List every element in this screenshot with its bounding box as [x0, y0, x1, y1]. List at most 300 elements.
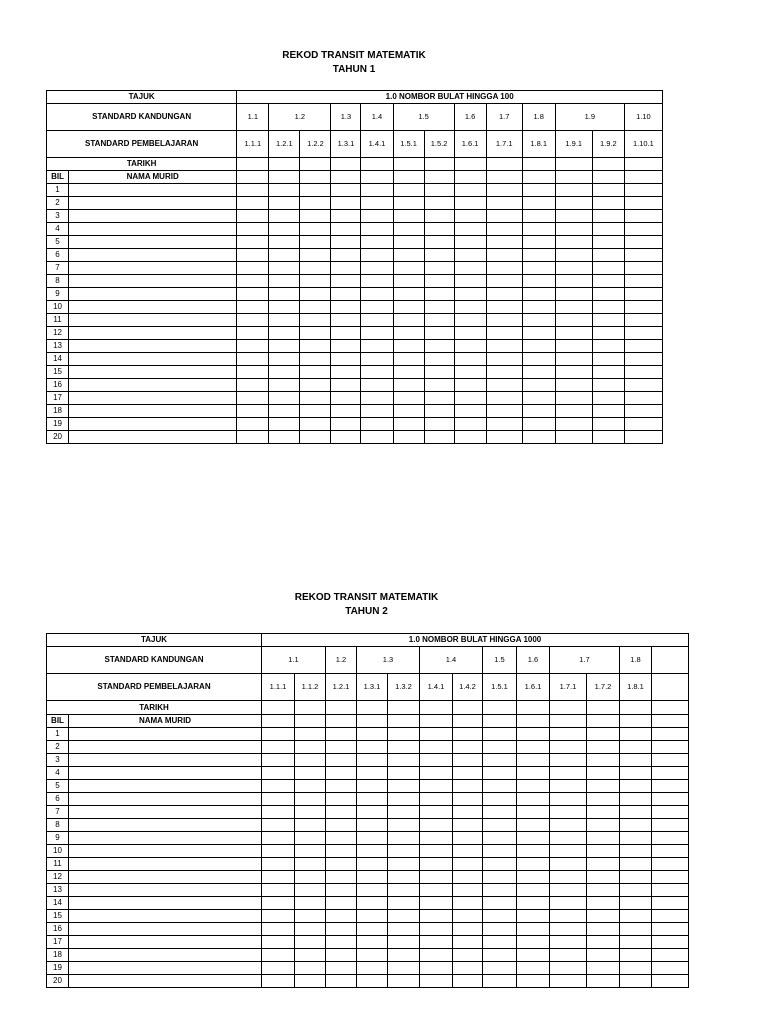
mark-cell[interactable]: [453, 936, 483, 949]
mark-cell[interactable]: [592, 301, 624, 314]
mark-cell[interactable]: [393, 262, 424, 275]
mark-cell[interactable]: [652, 806, 689, 819]
mark-cell[interactable]: [453, 806, 483, 819]
mark-cell[interactable]: [393, 379, 424, 392]
mark-cell[interactable]: [587, 806, 620, 819]
mark-cell[interactable]: [269, 197, 300, 210]
mark-cell[interactable]: [550, 715, 587, 728]
mark-cell[interactable]: [652, 936, 689, 949]
date-cell[interactable]: [483, 701, 517, 715]
mark-cell[interactable]: [652, 780, 689, 793]
mark-cell[interactable]: [517, 936, 550, 949]
mark-cell[interactable]: [453, 962, 483, 975]
mark-cell[interactable]: [592, 327, 624, 340]
mark-cell[interactable]: [269, 392, 300, 405]
date-cell[interactable]: [652, 701, 689, 715]
student-name-cell[interactable]: [69, 884, 262, 897]
mark-cell[interactable]: [555, 327, 592, 340]
student-name-cell[interactable]: [69, 249, 237, 262]
mark-cell[interactable]: [420, 793, 453, 806]
mark-cell[interactable]: [483, 819, 517, 832]
mark-cell[interactable]: [393, 236, 424, 249]
mark-cell[interactable]: [300, 340, 331, 353]
date-cell[interactable]: [424, 158, 454, 171]
mark-cell[interactable]: [555, 392, 592, 405]
mark-cell[interactable]: [361, 340, 393, 353]
mark-cell[interactable]: [486, 418, 522, 431]
mark-cell[interactable]: [620, 923, 652, 936]
mark-cell[interactable]: [388, 754, 420, 767]
mark-cell[interactable]: [620, 936, 652, 949]
mark-cell[interactable]: [592, 210, 624, 223]
mark-cell[interactable]: [300, 392, 331, 405]
mark-cell[interactable]: [453, 780, 483, 793]
mark-cell[interactable]: [424, 392, 454, 405]
mark-cell[interactable]: [620, 715, 652, 728]
mark-cell[interactable]: [237, 418, 269, 431]
mark-cell[interactable]: [361, 210, 393, 223]
mark-cell[interactable]: [592, 171, 624, 184]
mark-cell[interactable]: [424, 379, 454, 392]
mark-cell[interactable]: [592, 197, 624, 210]
mark-cell[interactable]: [420, 936, 453, 949]
mark-cell[interactable]: [237, 249, 269, 262]
student-name-cell[interactable]: [69, 366, 237, 379]
mark-cell[interactable]: [326, 728, 357, 741]
mark-cell[interactable]: [326, 975, 357, 988]
student-name-cell[interactable]: [69, 223, 237, 236]
mark-cell[interactable]: [624, 405, 662, 418]
mark-cell[interactable]: [587, 962, 620, 975]
mark-cell[interactable]: [483, 845, 517, 858]
student-name-cell[interactable]: [69, 418, 237, 431]
mark-cell[interactable]: [300, 379, 331, 392]
date-cell[interactable]: [555, 158, 592, 171]
student-name-cell[interactable]: [69, 936, 262, 949]
mark-cell[interactable]: [388, 767, 420, 780]
mark-cell[interactable]: [550, 754, 587, 767]
mark-cell[interactable]: [393, 171, 424, 184]
mark-cell[interactable]: [620, 832, 652, 845]
mark-cell[interactable]: [453, 728, 483, 741]
mark-cell[interactable]: [652, 793, 689, 806]
mark-cell[interactable]: [361, 418, 393, 431]
mark-cell[interactable]: [295, 923, 326, 936]
mark-cell[interactable]: [361, 223, 393, 236]
mark-cell[interactable]: [388, 897, 420, 910]
mark-cell[interactable]: [624, 431, 662, 444]
mark-cell[interactable]: [393, 197, 424, 210]
mark-cell[interactable]: [652, 754, 689, 767]
mark-cell[interactable]: [300, 184, 331, 197]
mark-cell[interactable]: [555, 314, 592, 327]
mark-cell[interactable]: [300, 327, 331, 340]
mark-cell[interactable]: [237, 171, 269, 184]
mark-cell[interactable]: [424, 431, 454, 444]
mark-cell[interactable]: [555, 353, 592, 366]
mark-cell[interactable]: [269, 275, 300, 288]
mark-cell[interactable]: [424, 314, 454, 327]
mark-cell[interactable]: [624, 340, 662, 353]
date-cell[interactable]: [262, 701, 295, 715]
mark-cell[interactable]: [388, 884, 420, 897]
mark-cell[interactable]: [237, 223, 269, 236]
mark-cell[interactable]: [388, 741, 420, 754]
mark-cell[interactable]: [555, 262, 592, 275]
mark-cell[interactable]: [326, 910, 357, 923]
mark-cell[interactable]: [454, 197, 486, 210]
mark-cell[interactable]: [522, 171, 555, 184]
mark-cell[interactable]: [550, 936, 587, 949]
mark-cell[interactable]: [237, 314, 269, 327]
mark-cell[interactable]: [522, 197, 555, 210]
mark-cell[interactable]: [295, 767, 326, 780]
mark-cell[interactable]: [424, 405, 454, 418]
mark-cell[interactable]: [393, 431, 424, 444]
mark-cell[interactable]: [652, 819, 689, 832]
mark-cell[interactable]: [587, 767, 620, 780]
mark-cell[interactable]: [620, 884, 652, 897]
mark-cell[interactable]: [453, 754, 483, 767]
mark-cell[interactable]: [424, 327, 454, 340]
mark-cell[interactable]: [486, 379, 522, 392]
mark-cell[interactable]: [300, 223, 331, 236]
mark-cell[interactable]: [331, 184, 361, 197]
mark-cell[interactable]: [262, 728, 295, 741]
mark-cell[interactable]: [555, 171, 592, 184]
mark-cell[interactable]: [453, 910, 483, 923]
student-name-cell[interactable]: [69, 728, 262, 741]
mark-cell[interactable]: [357, 923, 388, 936]
date-cell[interactable]: [269, 158, 300, 171]
mark-cell[interactable]: [517, 793, 550, 806]
mark-cell[interactable]: [357, 858, 388, 871]
mark-cell[interactable]: [361, 301, 393, 314]
mark-cell[interactable]: [652, 845, 689, 858]
mark-cell[interactable]: [393, 275, 424, 288]
mark-cell[interactable]: [587, 845, 620, 858]
mark-cell[interactable]: [624, 210, 662, 223]
mark-cell[interactable]: [486, 236, 522, 249]
mark-cell[interactable]: [592, 431, 624, 444]
mark-cell[interactable]: [555, 223, 592, 236]
mark-cell[interactable]: [486, 249, 522, 262]
mark-cell[interactable]: [331, 314, 361, 327]
mark-cell[interactable]: [331, 340, 361, 353]
mark-cell[interactable]: [555, 236, 592, 249]
mark-cell[interactable]: [388, 806, 420, 819]
mark-cell[interactable]: [361, 184, 393, 197]
mark-cell[interactable]: [393, 314, 424, 327]
mark-cell[interactable]: [262, 897, 295, 910]
mark-cell[interactable]: [295, 715, 326, 728]
mark-cell[interactable]: [587, 715, 620, 728]
mark-cell[interactable]: [420, 949, 453, 962]
mark-cell[interactable]: [424, 418, 454, 431]
mark-cell[interactable]: [652, 975, 689, 988]
mark-cell[interactable]: [620, 871, 652, 884]
mark-cell[interactable]: [517, 910, 550, 923]
mark-cell[interactable]: [262, 845, 295, 858]
mark-cell[interactable]: [587, 832, 620, 845]
student-name-cell[interactable]: [69, 780, 262, 793]
mark-cell[interactable]: [624, 418, 662, 431]
mark-cell[interactable]: [388, 793, 420, 806]
mark-cell[interactable]: [652, 884, 689, 897]
mark-cell[interactable]: [262, 754, 295, 767]
mark-cell[interactable]: [555, 418, 592, 431]
mark-cell[interactable]: [454, 210, 486, 223]
mark-cell[interactable]: [620, 910, 652, 923]
mark-cell[interactable]: [262, 793, 295, 806]
mark-cell[interactable]: [361, 392, 393, 405]
mark-cell[interactable]: [388, 819, 420, 832]
date-cell[interactable]: [517, 701, 550, 715]
mark-cell[interactable]: [550, 897, 587, 910]
mark-cell[interactable]: [592, 418, 624, 431]
mark-cell[interactable]: [237, 301, 269, 314]
mark-cell[interactable]: [522, 236, 555, 249]
mark-cell[interactable]: [592, 353, 624, 366]
mark-cell[interactable]: [393, 340, 424, 353]
student-name-cell[interactable]: [69, 819, 262, 832]
student-name-cell[interactable]: [69, 871, 262, 884]
mark-cell[interactable]: [300, 353, 331, 366]
mark-cell[interactable]: [652, 741, 689, 754]
mark-cell[interactable]: [388, 715, 420, 728]
mark-cell[interactable]: [388, 832, 420, 845]
student-name-cell[interactable]: [69, 923, 262, 936]
mark-cell[interactable]: [522, 249, 555, 262]
mark-cell[interactable]: [300, 314, 331, 327]
mark-cell[interactable]: [486, 327, 522, 340]
mark-cell[interactable]: [420, 845, 453, 858]
date-cell[interactable]: [592, 158, 624, 171]
mark-cell[interactable]: [483, 910, 517, 923]
mark-cell[interactable]: [592, 223, 624, 236]
mark-cell[interactable]: [517, 884, 550, 897]
mark-cell[interactable]: [361, 327, 393, 340]
mark-cell[interactable]: [357, 936, 388, 949]
mark-cell[interactable]: [587, 871, 620, 884]
mark-cell[interactable]: [517, 975, 550, 988]
mark-cell[interactable]: [620, 975, 652, 988]
mark-cell[interactable]: [522, 262, 555, 275]
date-cell[interactable]: [620, 701, 652, 715]
mark-cell[interactable]: [331, 366, 361, 379]
student-name-cell[interactable]: [69, 314, 237, 327]
mark-cell[interactable]: [269, 223, 300, 236]
mark-cell[interactable]: [424, 223, 454, 236]
date-cell[interactable]: [326, 701, 357, 715]
mark-cell[interactable]: [331, 418, 361, 431]
mark-cell[interactable]: [326, 741, 357, 754]
mark-cell[interactable]: [326, 897, 357, 910]
mark-cell[interactable]: [592, 314, 624, 327]
mark-cell[interactable]: [620, 767, 652, 780]
mark-cell[interactable]: [550, 949, 587, 962]
mark-cell[interactable]: [393, 223, 424, 236]
mark-cell[interactable]: [517, 806, 550, 819]
mark-cell[interactable]: [326, 767, 357, 780]
mark-cell[interactable]: [357, 975, 388, 988]
mark-cell[interactable]: [483, 962, 517, 975]
student-name-cell[interactable]: [69, 301, 237, 314]
mark-cell[interactable]: [300, 366, 331, 379]
mark-cell[interactable]: [326, 715, 357, 728]
mark-cell[interactable]: [486, 288, 522, 301]
mark-cell[interactable]: [331, 236, 361, 249]
mark-cell[interactable]: [262, 806, 295, 819]
mark-cell[interactable]: [483, 806, 517, 819]
mark-cell[interactable]: [454, 392, 486, 405]
mark-cell[interactable]: [420, 975, 453, 988]
mark-cell[interactable]: [522, 210, 555, 223]
student-name-cell[interactable]: [69, 197, 237, 210]
mark-cell[interactable]: [262, 936, 295, 949]
mark-cell[interactable]: [269, 366, 300, 379]
mark-cell[interactable]: [555, 288, 592, 301]
mark-cell[interactable]: [454, 405, 486, 418]
mark-cell[interactable]: [300, 210, 331, 223]
mark-cell[interactable]: [550, 728, 587, 741]
mark-cell[interactable]: [652, 897, 689, 910]
mark-cell[interactable]: [295, 793, 326, 806]
mark-cell[interactable]: [522, 392, 555, 405]
mark-cell[interactable]: [592, 236, 624, 249]
mark-cell[interactable]: [269, 314, 300, 327]
mark-cell[interactable]: [420, 819, 453, 832]
mark-cell[interactable]: [357, 897, 388, 910]
mark-cell[interactable]: [486, 184, 522, 197]
mark-cell[interactable]: [269, 236, 300, 249]
mark-cell[interactable]: [420, 910, 453, 923]
mark-cell[interactable]: [295, 728, 326, 741]
mark-cell[interactable]: [550, 741, 587, 754]
mark-cell[interactable]: [555, 249, 592, 262]
mark-cell[interactable]: [357, 845, 388, 858]
mark-cell[interactable]: [331, 301, 361, 314]
mark-cell[interactable]: [620, 793, 652, 806]
mark-cell[interactable]: [361, 431, 393, 444]
student-name-cell[interactable]: [69, 262, 237, 275]
mark-cell[interactable]: [620, 806, 652, 819]
mark-cell[interactable]: [587, 819, 620, 832]
mark-cell[interactable]: [624, 275, 662, 288]
mark-cell[interactable]: [454, 184, 486, 197]
mark-cell[interactable]: [486, 405, 522, 418]
mark-cell[interactable]: [592, 288, 624, 301]
mark-cell[interactable]: [454, 431, 486, 444]
mark-cell[interactable]: [361, 353, 393, 366]
mark-cell[interactable]: [295, 949, 326, 962]
mark-cell[interactable]: [393, 249, 424, 262]
mark-cell[interactable]: [295, 806, 326, 819]
mark-cell[interactable]: [326, 858, 357, 871]
mark-cell[interactable]: [522, 418, 555, 431]
mark-cell[interactable]: [550, 819, 587, 832]
mark-cell[interactable]: [361, 379, 393, 392]
mark-cell[interactable]: [587, 754, 620, 767]
mark-cell[interactable]: [522, 288, 555, 301]
mark-cell[interactable]: [550, 975, 587, 988]
mark-cell[interactable]: [326, 832, 357, 845]
mark-cell[interactable]: [262, 819, 295, 832]
mark-cell[interactable]: [624, 379, 662, 392]
mark-cell[interactable]: [592, 340, 624, 353]
student-name-cell[interactable]: [69, 832, 262, 845]
mark-cell[interactable]: [424, 210, 454, 223]
date-cell[interactable]: [420, 701, 453, 715]
mark-cell[interactable]: [388, 780, 420, 793]
mark-cell[interactable]: [424, 353, 454, 366]
mark-cell[interactable]: [652, 962, 689, 975]
mark-cell[interactable]: [454, 171, 486, 184]
mark-cell[interactable]: [453, 715, 483, 728]
student-name-cell[interactable]: [69, 184, 237, 197]
mark-cell[interactable]: [587, 923, 620, 936]
mark-cell[interactable]: [237, 405, 269, 418]
mark-cell[interactable]: [483, 884, 517, 897]
mark-cell[interactable]: [361, 197, 393, 210]
mark-cell[interactable]: [486, 275, 522, 288]
mark-cell[interactable]: [300, 197, 331, 210]
mark-cell[interactable]: [420, 897, 453, 910]
mark-cell[interactable]: [262, 741, 295, 754]
mark-cell[interactable]: [517, 871, 550, 884]
mark-cell[interactable]: [331, 327, 361, 340]
mark-cell[interactable]: [522, 431, 555, 444]
mark-cell[interactable]: [357, 728, 388, 741]
mark-cell[interactable]: [486, 171, 522, 184]
mark-cell[interactable]: [262, 962, 295, 975]
mark-cell[interactable]: [393, 366, 424, 379]
mark-cell[interactable]: [331, 353, 361, 366]
mark-cell[interactable]: [517, 715, 550, 728]
date-cell[interactable]: [361, 158, 393, 171]
mark-cell[interactable]: [388, 845, 420, 858]
mark-cell[interactable]: [420, 754, 453, 767]
date-cell[interactable]: [550, 701, 587, 715]
mark-cell[interactable]: [453, 949, 483, 962]
student-name-cell[interactable]: [69, 275, 237, 288]
mark-cell[interactable]: [295, 832, 326, 845]
mark-cell[interactable]: [237, 431, 269, 444]
student-name-cell[interactable]: [69, 910, 262, 923]
mark-cell[interactable]: [486, 223, 522, 236]
mark-cell[interactable]: [388, 975, 420, 988]
mark-cell[interactable]: [652, 767, 689, 780]
mark-cell[interactable]: [486, 392, 522, 405]
mark-cell[interactable]: [620, 819, 652, 832]
mark-cell[interactable]: [424, 275, 454, 288]
mark-cell[interactable]: [357, 962, 388, 975]
mark-cell[interactable]: [326, 845, 357, 858]
mark-cell[interactable]: [388, 728, 420, 741]
mark-cell[interactable]: [424, 197, 454, 210]
mark-cell[interactable]: [237, 353, 269, 366]
date-cell[interactable]: [454, 158, 486, 171]
mark-cell[interactable]: [486, 431, 522, 444]
mark-cell[interactable]: [453, 793, 483, 806]
mark-cell[interactable]: [453, 897, 483, 910]
mark-cell[interactable]: [453, 871, 483, 884]
mark-cell[interactable]: [483, 975, 517, 988]
mark-cell[interactable]: [620, 728, 652, 741]
mark-cell[interactable]: [269, 210, 300, 223]
mark-cell[interactable]: [388, 923, 420, 936]
mark-cell[interactable]: [453, 858, 483, 871]
